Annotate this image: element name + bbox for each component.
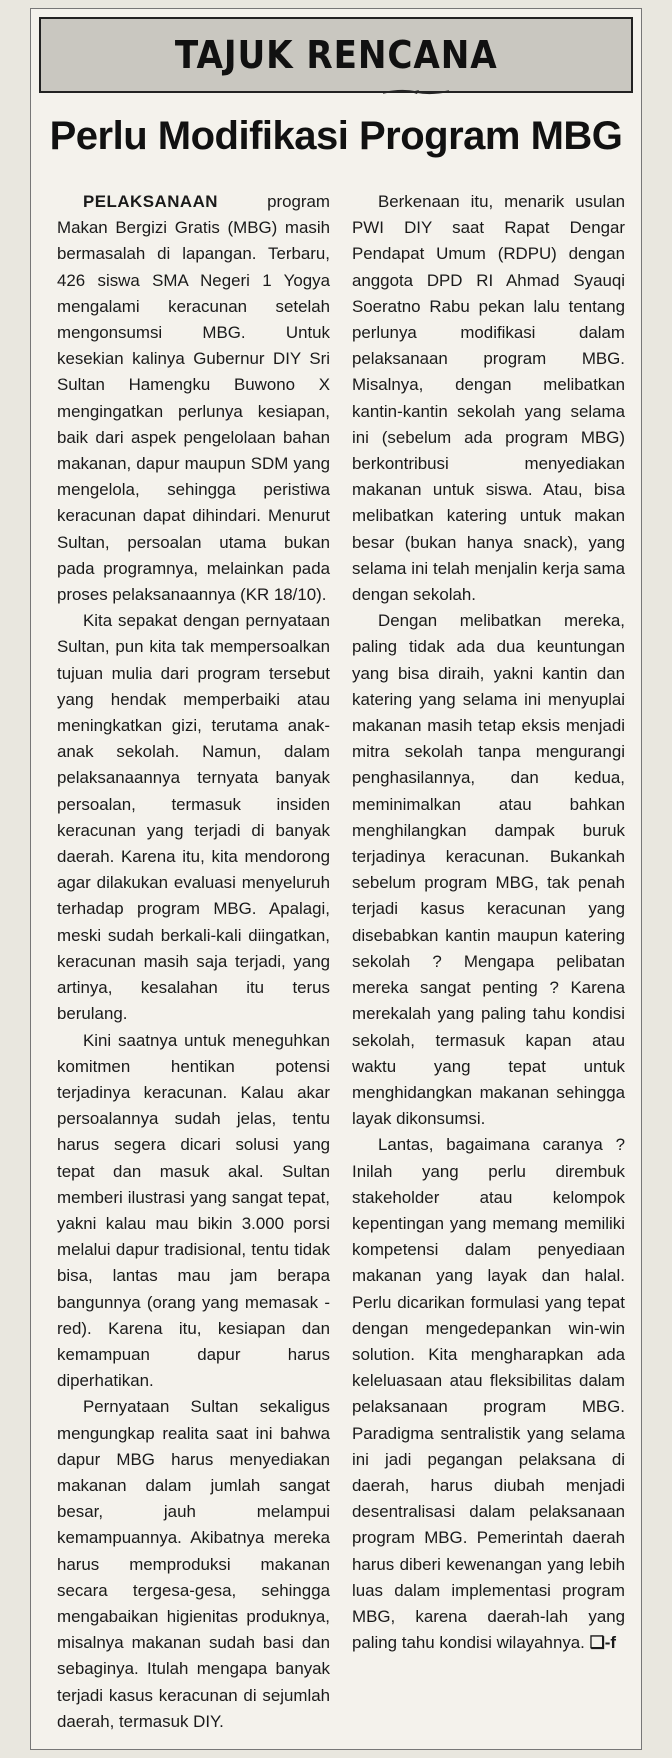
- paragraph-7-text: Lantas, bagaimana caranya ? Inilah yang perlu dirembuk stakeholder atau kelompok kepentingan yang memang memiliki kompetensi dalam penyediaan makanan yang layak dan halal. Perlu dicarikan formulasi yang tepat dengan mengedepankan win-win solution. Kita mengharapkan ada keleluasaan atau fleksibilitas dalam pelaksanaan program MBG. Paradigma sentralistik yang selama ini jadi pegangan pelaksana di daerah, harus diubah menjadi desentralisasi dalam pelaksanaan program MBG. Pemerintah daerah harus diberi kewenangan yang lebih luas dalam implementasi program MBG, karena daerah-lah yang paling tahu kondisi wilayahnya.: [352, 1135, 625, 1653]
- newspaper-clipping: [30, 8, 642, 1750]
- paragraph-2: Kita sepakat dengan pernyataan Sultan, pun kita tak mempersoalkan tujuan mulia dari program tersebut yang hendak memperbaiki atau meningkatkan gizi, terutama anak-anak sekolah. Namun, dalam pelaksanaannya ternyata banyak persoalan, termasuk insiden keracunan yang terjadi di banyak daerah. Karena itu, kita mendorong agar dilakukan evaluasi menyeluruh terhadap program MBG. Apalagi, meski sudah berkali-kali diingatkan, keracunan masih saja terjadi, yang artinya, kesalahan itu terus berulang.: [57, 611, 330, 1024]
- paragraph-7: [352, 1132, 625, 1656]
- flourish-ornament: [381, 87, 451, 97]
- rubric-title: TAJUK RENCANA: [174, 33, 498, 77]
- paragraph-4: Pernyataan Sultan sekaligus mengungkap realita saat ini bahwa dapur MBG harus menyediakan makanan dalam jumlah sangat besar, jauh melampui kemampuannya. Akibatnya mereka harus memproduksi makanan secara tergesa-gesa, sehingga mengabaikan higienitas produknya, misalnya makanan sudah basi dan sebaginya. Itulah mengapa banyak terjadi kasus keracunan di sejumlah daerah, termasuk DIY.: [57, 1397, 330, 1731]
- rubric-banner: [39, 17, 633, 93]
- paragraph-5: Berkenaan itu, menarik usulan PWI DIY saat Rapat Dengar Pendapat Umum (RDPU) dengan anggota DPD RI Ahmad Syauqi Soeratno Rabu pekan lalu tentang perlunya modifikasi dalam pelaksanaan program MBG. Misalnya, dengan melibatkan kantin-kantin sekolah yang selama ini (sebelum ada program MBG) berkontribusi menyediakan makanan untuk siswa. Atau, bisa melibatkan katering untuk makan besar (bukan hanya snack), yang selama ini telah menjalin kerja sama dengan sekolah.: [352, 192, 625, 605]
- end-mark: ❏-f: [589, 1633, 616, 1653]
- paragraph-3: Kini saatnya untuk meneguhkan komitmen hentikan potensi terjadinya keracunan. Kalau akar persoalannya sudah jelas, tentu harus segera dicari solusi yang tepat dan masuk akal. Sultan memberi ilustrasi yang sangat tepat, yakni kalau mau bikin 3.000 porsi melalui dapur tradisional, tentu tidak bisa, lantas mau jam berapa bangunnya (orang yang memasak -red). Karena itu, kesiapan dan kemampuan dapur harus diperhatikan.: [57, 1030, 330, 1391]
- paragraph-6: Dengan melibatkan mereka, paling tidak ada dua keuntungan yang bisa diraih, yakni kantin dan katering yang selama ini menyuplai makanan masih tetap eksis menjadi mitra sekolah tanpa mengurangi penghasilannya, dan kedua, meminimalkan atau bahkan menghilangkan dampak buruk terjadinya keracunan. Bukankah sebelum program MBG, tak penah terjadi kasus keracunan yang disebabkan kantin maupun katering sekolah ? Mengapa pelibatan mereka sangat penting ? Karena merekalah yang paling tahu kondisi sekolah, termasuk kapan atau waktu yang tepat untuk menghidangkan makanan sehingga layak dikonsumsi.: [352, 611, 625, 1129]
- article-body: [57, 189, 625, 1737]
- paragraph-1: [57, 189, 330, 608]
- article-headline: Perlu Modifikasi Program MBG: [49, 114, 623, 158]
- lead-word: PELAKSANAAN: [83, 192, 219, 211]
- paragraph-1-text: program Makan Bergizi Gratis (MBG) masih bermasalah di lapangan. Terbaru, 426 siswa SMA Negeri 1 Yogya mengalami keracunan setelah mengonsumsi MBG. Untuk kesekian kalinya Gubernur DIY Sri Sultan Hamengku Buwono X mengingatkan perlunya kesiapan, baik dari aspek pengelolaan bahan makanan, dapur maupun SDM yang mengelola, sehingga peristiwa keracunan dapat dihindari. Menurut Sultan, persoalan utama bukan pada programnya, melainkan pada proses pelaksanaannya (KR 18/10).: [57, 192, 330, 605]
